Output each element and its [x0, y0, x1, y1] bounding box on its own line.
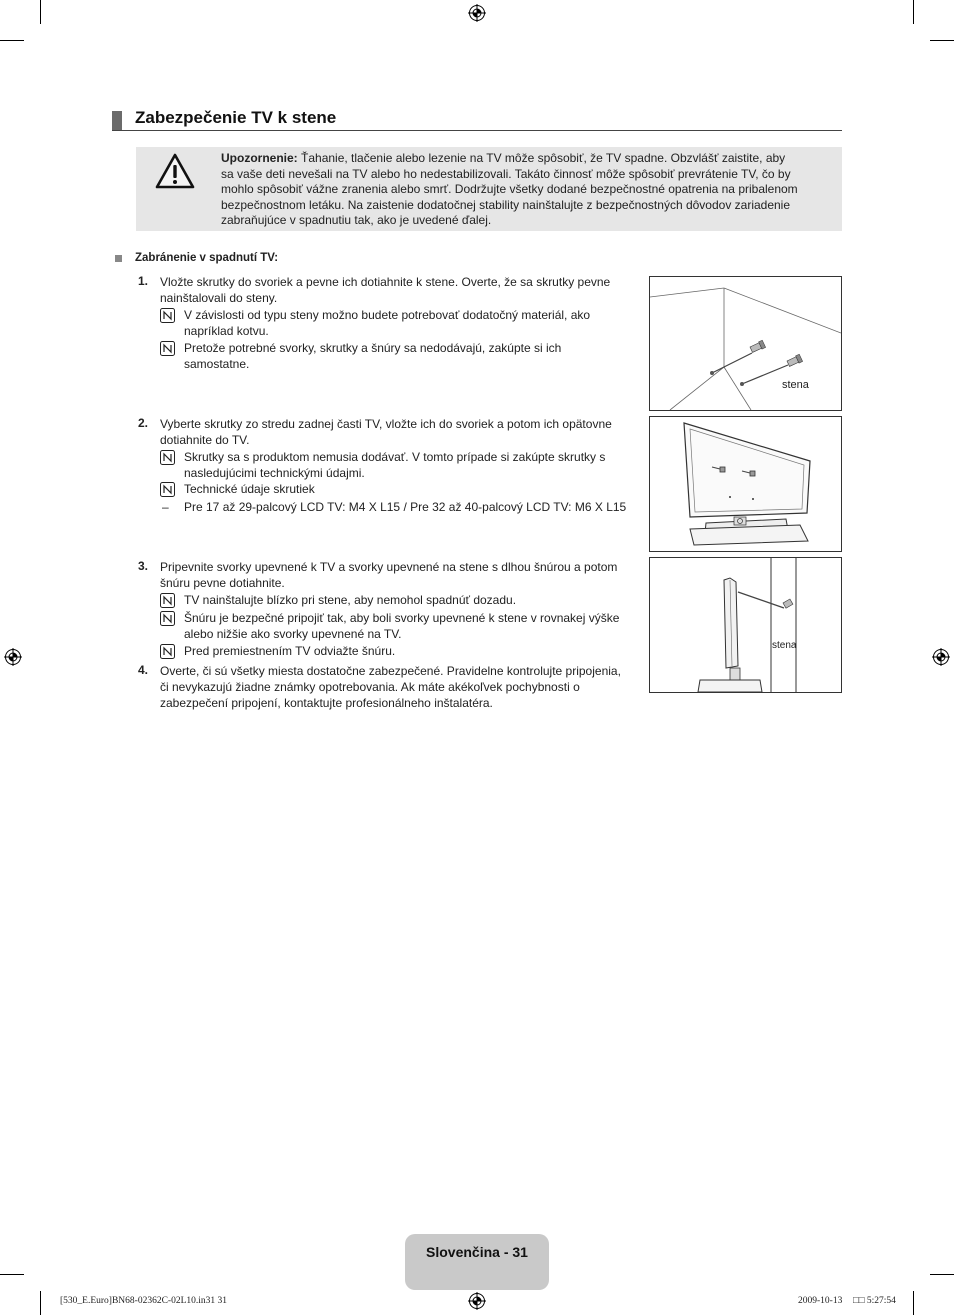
note-icon	[160, 644, 175, 659]
step-line: dotiahnite do TV.	[160, 433, 250, 447]
page-number-tab	[405, 1234, 549, 1290]
note-line: TV nainštalujte blízko pri stene, aby nemohol spadnúť dozadu.	[184, 593, 517, 607]
step-line: či nevykazujú žiadne známky opotrebovania. Ak máte akékoľvek pochybnosti o	[160, 680, 580, 694]
square-bullet-icon	[115, 255, 122, 262]
note-line: Skrutky sa s produktom nemusia dodávať. V tomto prípade si zakúpte skrutky s	[184, 450, 606, 464]
dash-bullet: –	[162, 500, 169, 514]
note-line: Technické údaje skrutiek	[184, 482, 315, 496]
page-number: Slovenčina - 31	[426, 1244, 528, 1260]
print-time: □□ 5:27:54	[853, 1296, 896, 1306]
note-text	[184, 449, 605, 481]
warning-triangle-icon	[155, 153, 195, 189]
crop-mark	[930, 40, 954, 41]
warning-line: zabraňujúce v spadnutiu tak, ako je uvedené ďalej.	[221, 213, 492, 227]
step-line: šnúru pevne dotiahnite.	[160, 576, 285, 590]
warning-label: Upozornenie:	[221, 151, 298, 165]
step-text	[160, 416, 612, 448]
note-icon	[160, 308, 175, 323]
step-text	[160, 663, 621, 711]
crop-mark	[40, 1291, 41, 1315]
crop-mark	[40, 0, 41, 24]
wall-label: stena	[782, 379, 809, 391]
note-text	[184, 610, 619, 642]
note-line: napríklad kotvu.	[184, 324, 269, 338]
step-number: 4.	[138, 663, 149, 677]
title-marker	[112, 111, 122, 131]
warning-line: Ťahanie, tlačenie alebo lezenie na TV môže spôsobiť, že TV spadne. Obzvlášť zaistite, aby	[301, 151, 786, 165]
registration-mark-icon	[468, 4, 486, 22]
step-number: 1.	[138, 274, 149, 288]
registration-mark-icon	[932, 648, 950, 666]
registration-mark-icon	[4, 648, 22, 666]
step-line: Pripevnite svorky upevnené k TV a svorky upevnené na stene s dlhou šnúrou a potom	[160, 560, 618, 574]
note-icon	[160, 611, 175, 626]
figure-tv-cord	[649, 557, 842, 693]
figure-wall-screws	[649, 276, 842, 411]
step-number: 3.	[138, 559, 149, 573]
note-icon	[160, 593, 175, 608]
step-text	[160, 559, 617, 591]
note-icon	[160, 450, 175, 465]
note-line: samostatne.	[184, 357, 250, 371]
subheading: Zabránenie v spadnutí TV:	[135, 252, 279, 264]
crop-mark	[930, 1274, 954, 1275]
print-date: 2009-10-13	[798, 1296, 843, 1306]
note-text	[184, 340, 561, 372]
note-text	[184, 307, 590, 339]
note-line: Pretože potrebné svorky, skrutky a šnúry sa nedodávajú, zakúpte si ich	[184, 341, 562, 355]
step-line: Vložte skrutky do svoriek a pevne ich dotiahnite k stene. Overte, že sa skrutky pevne	[160, 275, 611, 289]
wall-label: stena	[772, 640, 797, 651]
print-file-info: [530_E.Euro]BN68-02362C-02L10.in31 31	[60, 1296, 228, 1306]
step-line: zabezpečení pripojení, kontaktujte profesionálneho inštalatéra.	[160, 696, 493, 710]
crop-mark	[0, 1274, 24, 1275]
note-icon	[160, 341, 175, 356]
tv-back-illustration	[650, 417, 841, 551]
note-line: V závislosti od typu steny možno budete potrebovať dodatočný materiál, ako	[184, 308, 591, 322]
registration-mark-icon	[468, 1292, 486, 1310]
warning-text	[221, 151, 821, 229]
warning-line: bezpečnostnom letáku. Na zaistenie dodatočnej stability nainštalujte z bezpečnostných dôvodov zariadenie	[221, 197, 791, 212]
step-number: 2.	[138, 416, 149, 430]
crop-mark	[0, 40, 24, 41]
note-line: alebo nižšie ako svorky upevnené na TV.	[184, 627, 402, 641]
note-line: nasledujúcimi technickými údajmi.	[184, 466, 365, 480]
screw-spec: Pre 17 až 29-palcový LCD TV: M4 X L15 / Pre 32 až 40-palcový LCD TV: M6 X L15	[184, 500, 627, 514]
page-title: Zabezpečenie TV k stene	[135, 108, 337, 127]
figure-tv-back	[649, 416, 842, 552]
tv-cord-illustration	[650, 558, 841, 692]
step-text	[160, 274, 610, 306]
wall-screws-illustration	[650, 277, 841, 410]
title-divider	[112, 130, 842, 131]
crop-mark	[913, 1291, 914, 1315]
step-line: Vyberte skrutky zo stredu zadnej časti TV, vložte ich do svoriek a potom ich opätovne	[160, 417, 612, 431]
note-line: Pred premiestnením TV odviažte šnúru.	[184, 644, 396, 658]
warning-line: sa vaše deti nevešali na TV alebo ho nedestabilizovali. Takáto činnosť môže spôsobiť prevrátenie TV, čo by	[221, 166, 791, 181]
step-line: Overte, či sú všetky miesta dostatočne zabezpečené. Pravidelne kontrolujte pripojenia,	[160, 664, 621, 678]
crop-mark	[913, 0, 914, 24]
note-line: Šnúru je bezpečné pripojiť tak, aby boli svorky upevnené k stene v rovnakej výške	[184, 611, 620, 625]
step-line: nainštalovali do steny.	[160, 291, 278, 305]
note-icon	[160, 482, 175, 497]
warning-line: mohlo spôsobiť vážne zranenia alebo smrť. Dodržujte všetky dodané bezpečnostné opatrenia na pribalenom	[221, 182, 798, 196]
